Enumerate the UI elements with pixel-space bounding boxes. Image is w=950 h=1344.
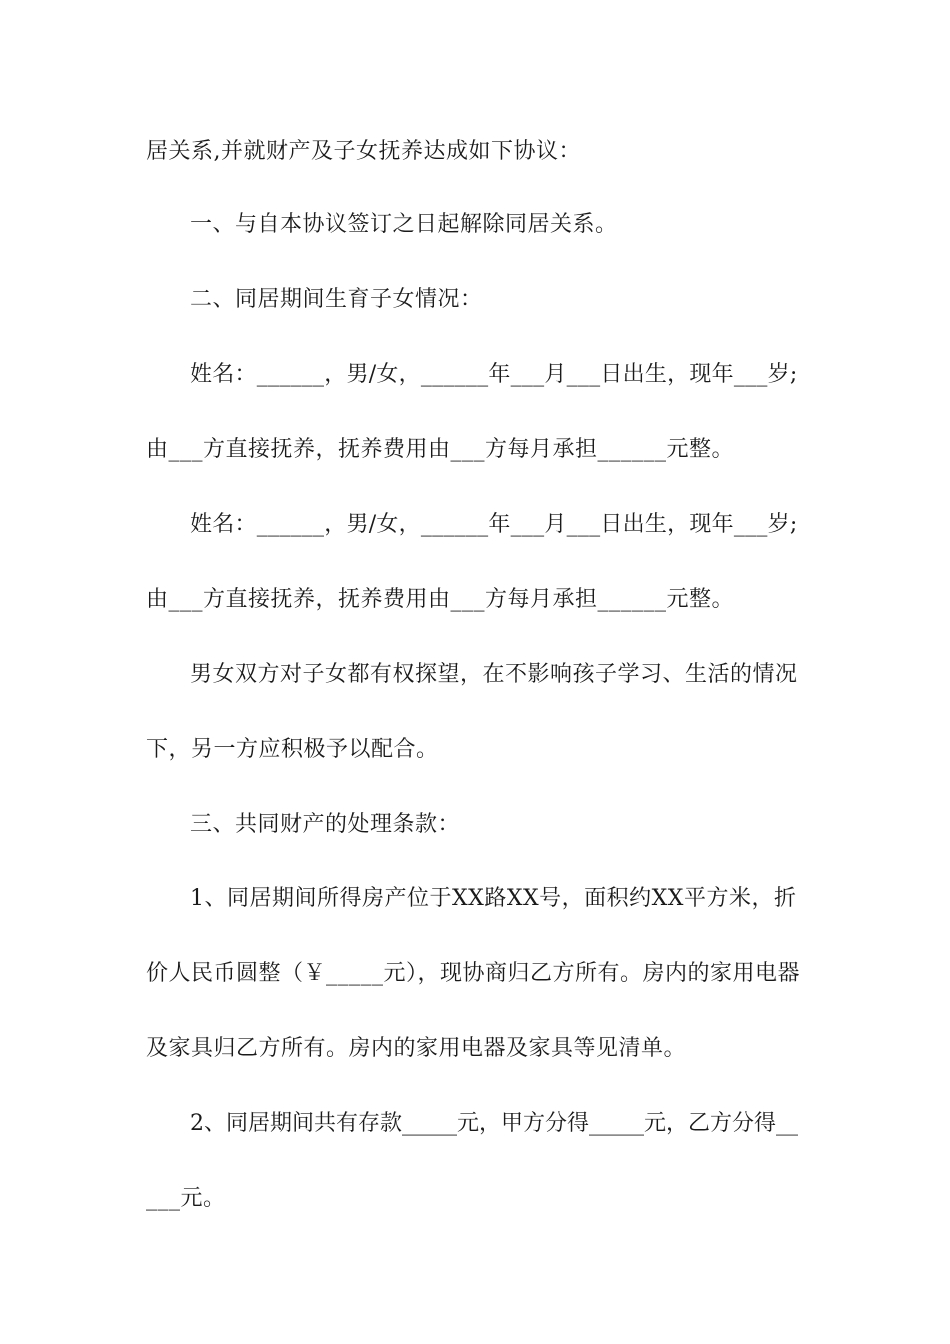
- property-item-2-line-1: 2、同居期间共有存款_____元，甲方分得_____元，乙方分得__: [190, 1111, 798, 1136]
- child-2-support-line: 由___方直接抚养，抚养费用由___方每月承担______元整。: [146, 587, 735, 612]
- child-1-support-line: 由___方直接抚养，抚养费用由___方每月承担______元整。: [146, 437, 735, 462]
- child-2-name-line: 姓名：______，男/女，______年___月___日出生，现年___岁;: [190, 512, 798, 537]
- property-item-1-line-3: 及家具归乙方所有。房内的家用电器及家具等见清单。: [146, 1036, 687, 1061]
- visitation-line-2: 下，另一方应积极予以配合。: [146, 737, 439, 762]
- visitation-line-1: 男女双方对子女都有权探望，在不影响孩子学习、生活的情况: [190, 662, 798, 687]
- child-1-name-line: 姓名：______，男/女，______年___月___日出生，现年___岁;: [190, 362, 798, 387]
- property-item-2-line-2: ___元。: [146, 1186, 226, 1211]
- clause-2-heading: 二、同居期间生育子女情况：: [190, 287, 483, 312]
- clause-3-heading: 三、共同财产的处理条款：: [190, 812, 461, 837]
- property-item-1-line-2: 价人民币圆整（￥_____元），现协商归乙方所有。房内的家用电器: [146, 961, 801, 986]
- paragraph-line: 居关系,并就财产及子女抚养达成如下协议：: [146, 139, 581, 164]
- property-item-1-line-1: 1、同居期间所得房产位于XX路XX号，面积约XX平方米，折: [190, 886, 797, 911]
- clause-1-line: 一、与自本协议签订之日起解除同居关系。: [190, 212, 618, 237]
